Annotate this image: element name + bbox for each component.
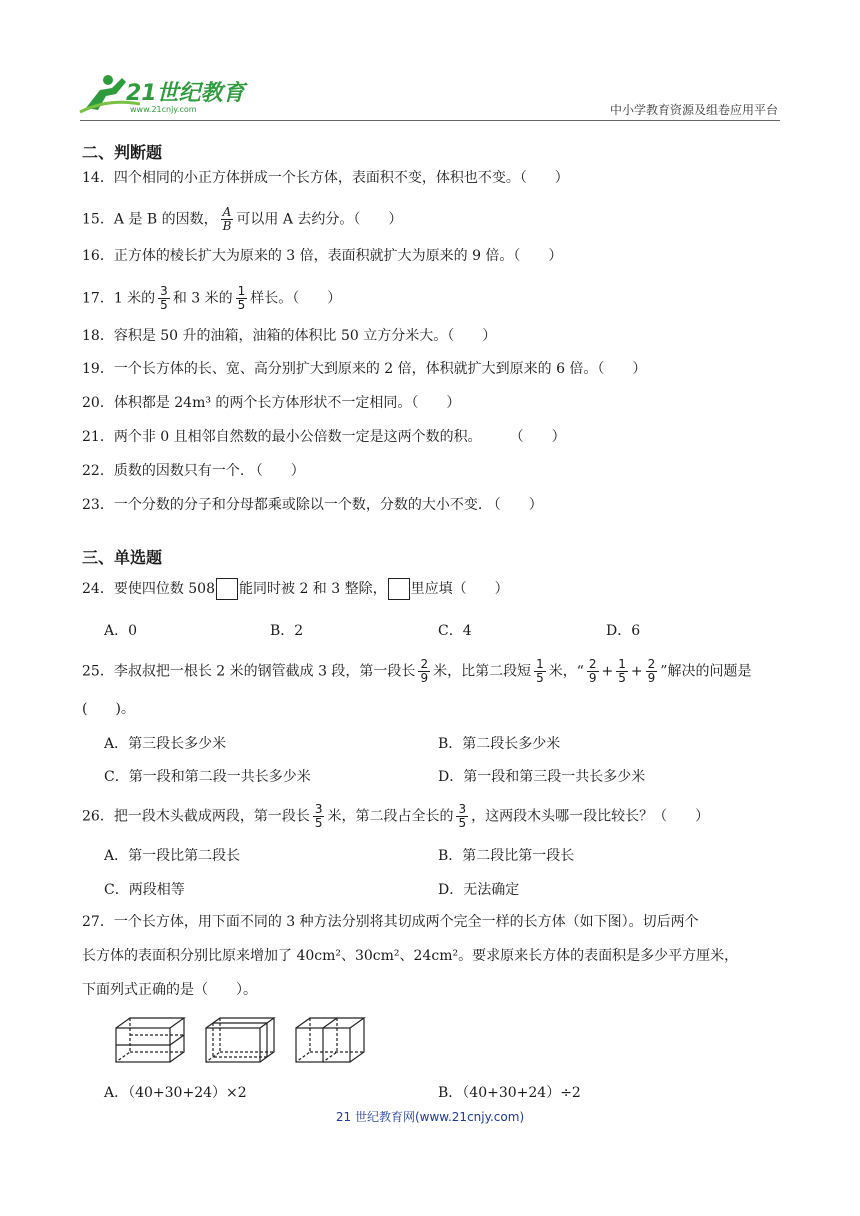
- cuboid-cut-horizontal: [116, 1018, 184, 1062]
- q26-fraction-2: [456, 803, 468, 830]
- q25-option-b[interactable]: B．第二段长多少米: [438, 736, 561, 752]
- question-25-line2: ( )。: [82, 701, 135, 717]
- q25-f1-num: 2: [420, 657, 429, 671]
- q15-den: B: [222, 219, 232, 233]
- question-27-line3: 下面列式正确的是（ ）。: [82, 982, 257, 998]
- q25-f2-num: 1: [536, 657, 544, 671]
- q26-option-b[interactable]: B．第二段比第一段长: [438, 848, 575, 864]
- q24-option-c[interactable]: C．4: [438, 623, 472, 639]
- q17-f1-num: 3: [160, 284, 168, 298]
- question-25: [82, 658, 751, 685]
- q26-text-c: ，这两段木头哪一段比较长？（ ）: [471, 808, 710, 825]
- q24-text-c: 里应填（ ）: [410, 581, 509, 597]
- q17-fraction-1: [158, 285, 170, 312]
- cuboid-cut-front: [206, 1018, 274, 1062]
- q25-text-c: 米，“: [548, 663, 584, 680]
- q27-option-a[interactable]: A．（40+30+24）×2: [104, 1085, 247, 1101]
- logo-url: www.21cnjy.com: [130, 105, 197, 114]
- q15-text-a: 15．A 是 B 的因数，: [82, 211, 218, 228]
- q25-e2-den: 5: [618, 671, 626, 685]
- blank-box: [216, 578, 238, 600]
- q26-fraction-1: [313, 803, 325, 830]
- q26-f2-num: 3: [458, 802, 467, 816]
- q17-text-b: 和 3 米的: [172, 290, 233, 307]
- q24-text-a: 24．要使四位数 508: [82, 581, 215, 597]
- question-14: 14．四个相同的小正方体拼成一个长方体，表面积不变，体积也不变。（ ）: [82, 170, 569, 186]
- q26-f1-den: 5: [314, 816, 323, 830]
- q15-text-b: 可以用 A 去约分。（ ）: [236, 211, 403, 228]
- q26-f2-den: 5: [458, 816, 467, 830]
- q25-plus: +: [630, 663, 643, 680]
- header-divider: [80, 120, 780, 121]
- footer-text[interactable]: 21 世纪教育网(www.21cnjy.com): [335, 1110, 525, 1124]
- section-title-judgement: 二、判断题: [82, 143, 163, 162]
- q24-option-a[interactable]: A．0: [104, 623, 138, 639]
- question-26: [82, 803, 709, 830]
- q17-f1-den: 5: [160, 298, 168, 312]
- q26-option-a[interactable]: A．第一段比第二段长: [104, 848, 241, 864]
- q25-text-a: 25．李叔叔把一根长 2 米的钢管截成 3 段，第一段长: [82, 663, 416, 680]
- blank-box: [388, 578, 410, 600]
- q25-e1-num: 2: [588, 657, 597, 671]
- q25-f1-den: 9: [420, 671, 429, 685]
- q25-fraction-1: [418, 658, 430, 685]
- q24-option-d[interactable]: D．6: [606, 623, 641, 639]
- q24-option-b[interactable]: B．2: [270, 623, 304, 639]
- q26-f1-num: 3: [314, 802, 323, 816]
- q25-fraction-2: [534, 658, 546, 685]
- question-15: [82, 206, 402, 233]
- cuboid-figures: [112, 1014, 368, 1066]
- question-16: 16．正方体的棱长扩大为原来的 3 倍，表面积就扩大为原来的 9 倍。（ ）: [82, 248, 563, 264]
- question-17: [82, 285, 341, 312]
- q26-text-b: 米，第二段占全长的: [327, 808, 454, 825]
- q25-option-a[interactable]: A．第三段长多少米: [104, 736, 227, 752]
- q26-text-a: 26．把一段木头截成两段，第一段长: [82, 808, 310, 825]
- q15-fraction: [221, 206, 234, 233]
- question-24: [82, 578, 509, 600]
- q25-expr-frac-3: [646, 658, 658, 685]
- q17-f2-den: 5: [237, 298, 246, 312]
- q17-text-a: 17．1 米的: [82, 290, 156, 307]
- q15-num: A: [222, 205, 232, 219]
- q25-plus: +: [601, 663, 614, 680]
- question-21: 21．两个非 0 且相邻自然数的最小公倍数一定是这两个数的积。 （ ）: [82, 429, 566, 445]
- q26-option-d[interactable]: D．无法确定: [438, 882, 520, 898]
- question-18: 18．容积是 50 升的油箱，油箱的体积比 50 立方分米大。（ ）: [82, 328, 497, 344]
- q17-text-c: 样长。（ ）: [250, 290, 342, 307]
- q25-e2-num: 1: [618, 657, 626, 671]
- section-title-single-choice: 三、单选题: [82, 548, 163, 567]
- q25-text-b: 米，比第二段短: [433, 663, 532, 680]
- q25-text-d: ”解决的问题是: [660, 663, 752, 680]
- q24-text-b: 能同时被 2 和 3 整除，: [239, 581, 387, 597]
- q17-fraction-2: [236, 285, 248, 312]
- q25-e3-den: 9: [647, 671, 656, 685]
- question-22: 22．质数的因数只有一个. （ ）: [82, 463, 305, 479]
- question-23: 23．一个分数的分子和分母都乘或除以一个数，分数的大小不变. （ ）: [82, 497, 543, 513]
- question-27-line1: 27．一个长方体，用下面不同的 3 种方法分别将其切成两个完全一样的长方体（如下图）。切后两个: [82, 914, 699, 930]
- logo-text: 21世纪教育: [126, 81, 245, 106]
- question-27-line2: 长方体的表面积分别比原来增加了 40cm²、30cm²、24cm²。要求原来长方体的表面积是多少平方厘米，: [82, 948, 739, 964]
- q25-e3-num: 2: [647, 657, 656, 671]
- q26-option-c[interactable]: C．两段相等: [104, 882, 185, 898]
- q27-option-b[interactable]: B．（40+30+24）÷2: [438, 1085, 581, 1101]
- question-20: 20．体积都是 24m³ 的两个长方体形状不一定相同。（ ）: [82, 395, 461, 411]
- q17-f2-num: 1: [237, 284, 246, 298]
- q25-expr-frac-1: [587, 658, 599, 685]
- q25-expr-frac-2: [616, 658, 628, 685]
- question-19: 19．一个长方体的长、宽、高分别扩大到原来的 2 倍，体积就扩大到原来的 6 倍。（ ）: [82, 361, 647, 377]
- platform-text: 中小学教育资源及组卷应用平台: [609, 103, 778, 117]
- q25-f2-den: 5: [536, 671, 544, 685]
- site-logo: [78, 68, 248, 118]
- cuboid-cut-vertical: [296, 1018, 364, 1062]
- q25-e1-den: 9: [588, 671, 597, 685]
- q25-option-c[interactable]: C．第一段和第二段一共长多少米: [104, 769, 311, 785]
- q25-option-d[interactable]: D．第一段和第三段一共长多少米: [438, 769, 646, 785]
